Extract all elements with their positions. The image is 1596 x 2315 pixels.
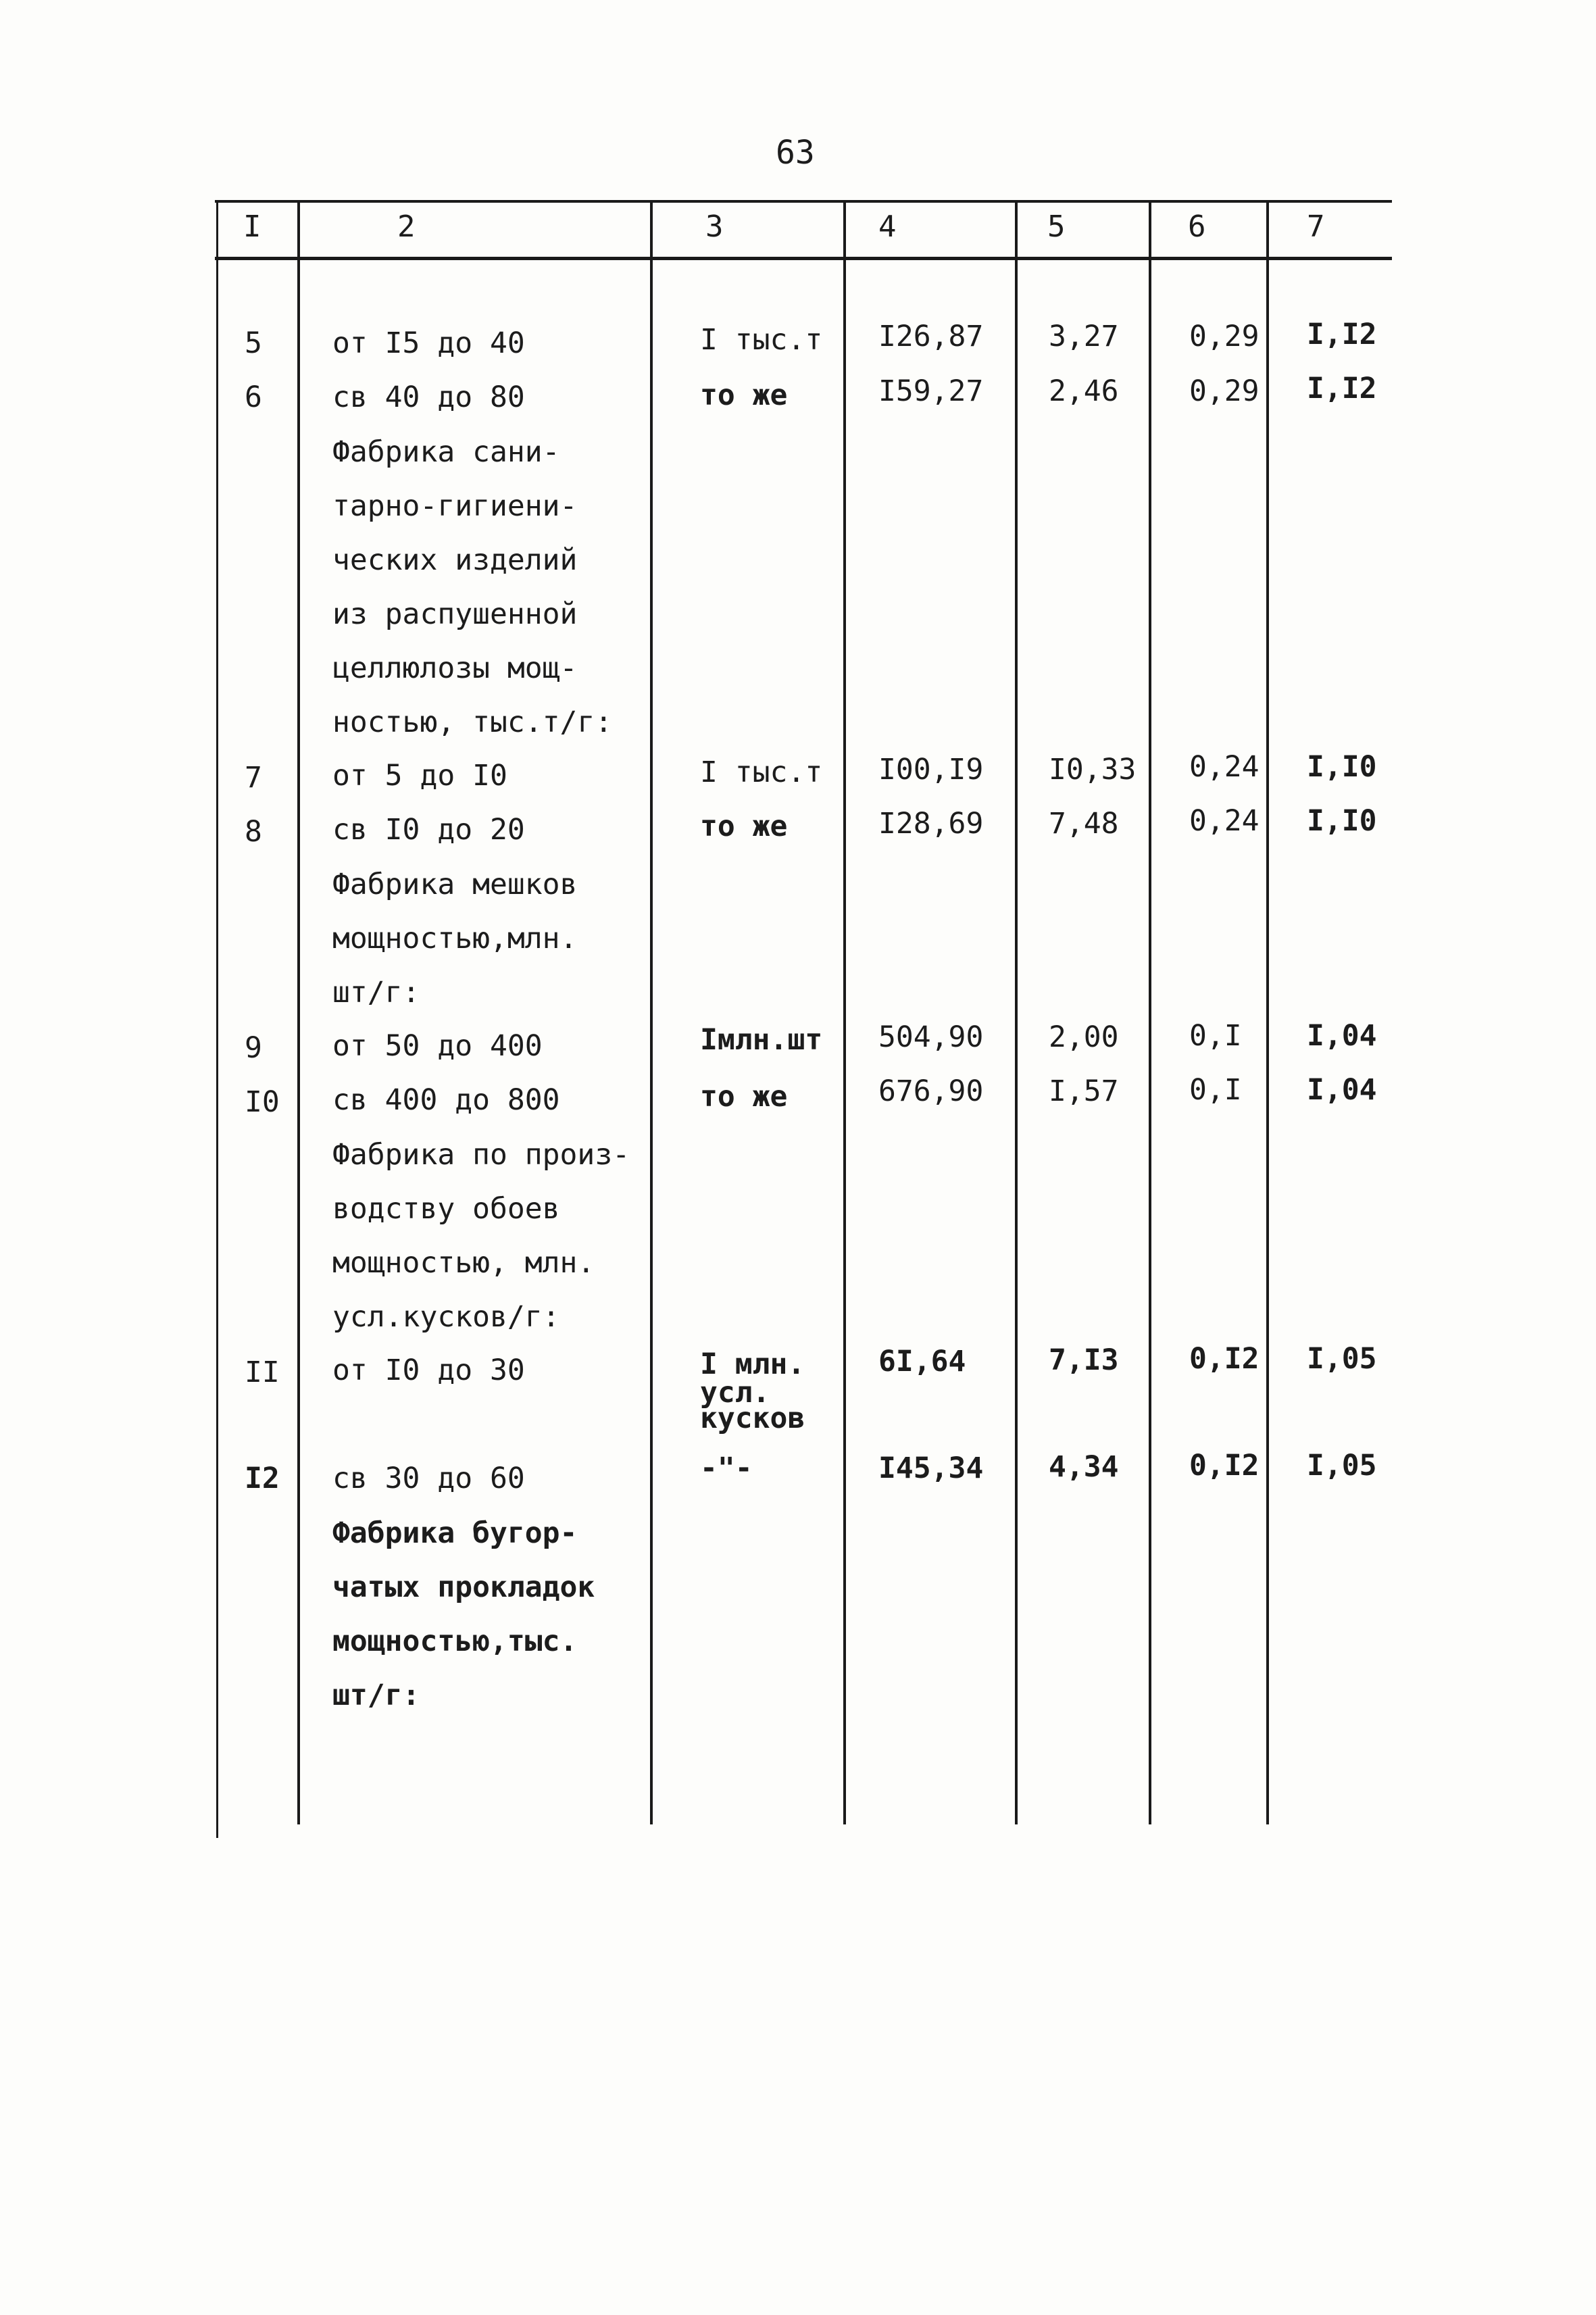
row-col-6: 0,29 xyxy=(1189,374,1260,408)
row-col-7: I,04 xyxy=(1307,1073,1377,1107)
row-description: св 400 до 800 xyxy=(332,1083,560,1117)
row-col-7: I,04 xyxy=(1307,1019,1377,1053)
row-col-7: I,I0 xyxy=(1307,750,1377,784)
header-col-7: 7 xyxy=(1307,209,1325,244)
row-unit-line-2: усл. xyxy=(700,1376,770,1410)
row-description: св 30 до 60 xyxy=(332,1462,525,1495)
row-col-4: I28,69 xyxy=(878,807,984,841)
row-unit: то же xyxy=(700,1080,788,1114)
row-col-5: 2,00 xyxy=(1049,1020,1119,1054)
row-unit: Iмлн.шт xyxy=(700,1023,823,1057)
row-description: от 5 до I0 xyxy=(332,759,507,793)
page-number: 63 xyxy=(776,134,815,172)
row-description: ностью, тыс.т/г: xyxy=(332,705,613,739)
row-description: мощностью,тыс. xyxy=(332,1624,578,1658)
row-col-6: 0,I2 xyxy=(1189,1449,1260,1483)
header-col-3: 3 xyxy=(705,209,724,244)
row-col-5: 7,I3 xyxy=(1049,1343,1119,1377)
column-rule-left xyxy=(216,203,218,1838)
row-col-7: I,05 xyxy=(1307,1449,1377,1483)
row-col-7: I,I2 xyxy=(1307,372,1377,405)
row-description: св 40 до 80 xyxy=(332,380,525,414)
row-col-4: I26,87 xyxy=(878,320,984,353)
row-col-4: 6I,64 xyxy=(878,1345,966,1378)
row-unit: то же xyxy=(700,810,788,843)
row-description: Фабрика по произ- xyxy=(332,1138,630,1172)
row-unit-line-3: кусков xyxy=(700,1401,805,1435)
header-col-5: 5 xyxy=(1047,209,1066,244)
row-description: св I0 до 20 xyxy=(332,813,525,847)
row-col-6: 0,24 xyxy=(1189,750,1260,784)
row-description: от I0 до 30 xyxy=(332,1353,525,1387)
row-col-5: 4,34 xyxy=(1049,1450,1119,1484)
row-description: целлюлозы мощ- xyxy=(332,651,578,685)
row-col-5: I0,33 xyxy=(1049,753,1137,787)
row-col-7: I,I2 xyxy=(1307,318,1377,351)
column-rule-2 xyxy=(650,203,653,1824)
row-col-6: 0,24 xyxy=(1189,804,1260,838)
row-description: чатых прокладок xyxy=(332,1570,595,1604)
row-number: 8 xyxy=(245,815,262,849)
row-col-4: I45,34 xyxy=(878,1451,984,1485)
row-description: усл.кусков/г: xyxy=(332,1300,560,1334)
header-col-1: I xyxy=(243,209,261,244)
row-number: 7 xyxy=(245,761,262,795)
row-description: от I5 до 40 xyxy=(332,326,525,360)
row-description: Фабрика мешков xyxy=(332,868,578,901)
row-description: Фабрика бугор- xyxy=(332,1516,578,1550)
row-description: из распушенной xyxy=(332,597,578,631)
row-col-6: 0,I xyxy=(1189,1019,1242,1053)
row-unit: I млн. xyxy=(700,1347,805,1381)
column-rule-5 xyxy=(1149,203,1151,1824)
row-description: от 50 до 400 xyxy=(332,1029,543,1063)
column-rule-6 xyxy=(1266,203,1269,1824)
row-description: шт/г: xyxy=(332,1678,420,1712)
row-unit: I тыс.т xyxy=(700,755,823,789)
row-col-5: 7,48 xyxy=(1049,807,1119,841)
header-bottom-rule xyxy=(215,257,1392,260)
row-col-5: I,57 xyxy=(1049,1074,1119,1108)
column-rule-1 xyxy=(297,203,300,1824)
row-description: Фабрика сани- xyxy=(332,435,560,469)
row-number: II xyxy=(245,1355,280,1389)
row-col-4: 676,90 xyxy=(878,1074,984,1108)
row-col-5: 3,27 xyxy=(1049,320,1119,353)
header-col-6: 6 xyxy=(1188,209,1206,244)
row-number: I2 xyxy=(245,1462,280,1495)
column-rule-4 xyxy=(1015,203,1018,1824)
row-unit: то же xyxy=(700,378,788,412)
row-col-6: 0,I2 xyxy=(1189,1342,1260,1376)
row-unit: I тыс.т xyxy=(700,323,823,357)
row-description: мощностью, млн. xyxy=(332,1246,595,1280)
row-description: мощностью,млн. xyxy=(332,922,578,955)
row-col-4: I00,I9 xyxy=(878,753,984,787)
row-col-7: I,05 xyxy=(1307,1342,1377,1376)
row-description: шт/г: xyxy=(332,976,420,1010)
row-number: 9 xyxy=(245,1031,262,1065)
row-col-6: 0,I xyxy=(1189,1073,1242,1107)
row-number: 6 xyxy=(245,380,262,414)
row-col-5: 2,46 xyxy=(1049,374,1119,408)
row-description: водству обоев xyxy=(332,1192,560,1226)
row-description: тарно-гигиени- xyxy=(332,489,578,523)
row-number: 5 xyxy=(245,326,262,360)
row-col-4: I59,27 xyxy=(878,374,984,408)
row-description: ческих изделий xyxy=(332,543,578,577)
row-col-7: I,I0 xyxy=(1307,804,1377,838)
row-col-6: 0,29 xyxy=(1189,320,1260,353)
row-col-4: 504,90 xyxy=(878,1020,984,1054)
header-col-4: 4 xyxy=(878,209,897,244)
row-unit: -"- xyxy=(700,1451,753,1485)
row-number: I0 xyxy=(245,1085,280,1119)
table-top-rule xyxy=(215,200,1392,203)
header-col-2: 2 xyxy=(397,209,416,244)
column-rule-3 xyxy=(843,203,846,1824)
